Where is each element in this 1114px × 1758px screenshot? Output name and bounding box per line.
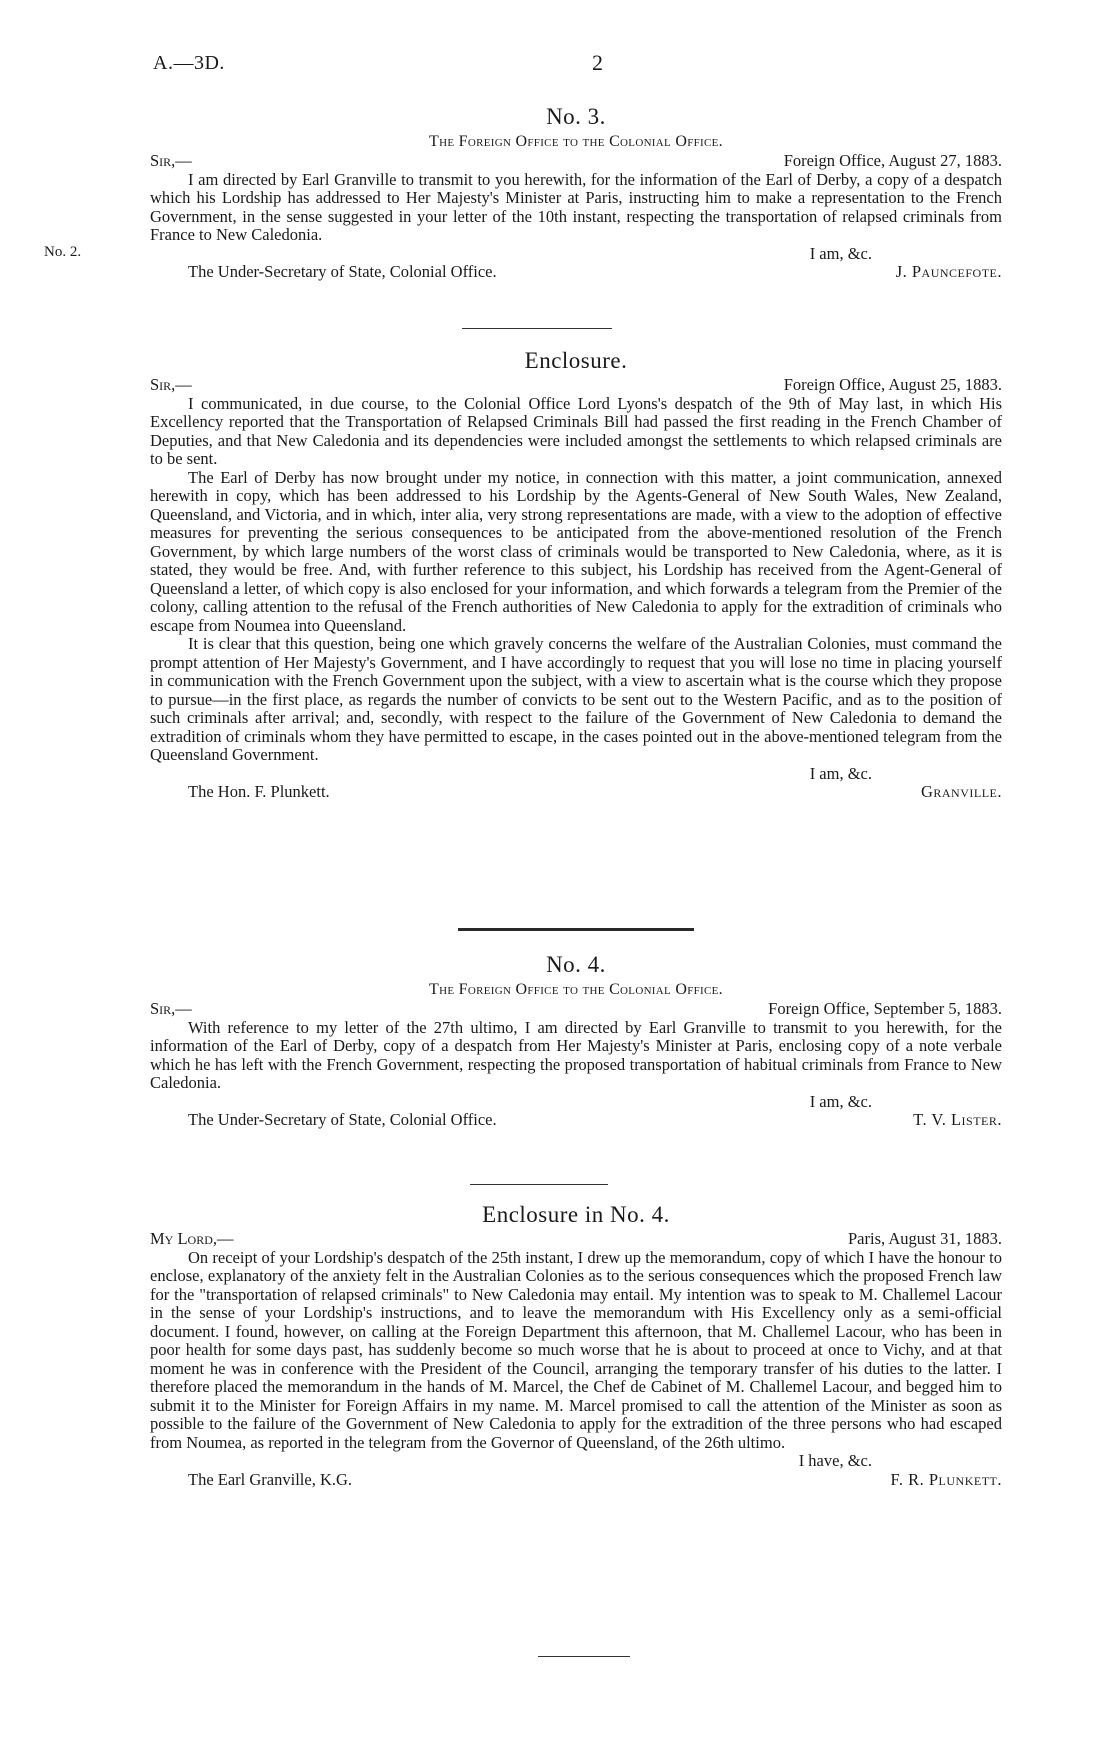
place-date: Foreign Office, September 5, 1883. (768, 999, 1002, 1018)
salutation: Sir,— (150, 375, 192, 394)
closing-row (150, 1452, 1002, 1471)
signature-row (150, 783, 1002, 802)
section-heading: Enclosure in No. 4. (482, 1202, 670, 1227)
closing-row (150, 1093, 1002, 1112)
place-date: Paris, August 31, 1883. (847, 1229, 1002, 1248)
section-subheading: The Foreign Office to the Colonial Office. (429, 981, 723, 998)
signature: Granville. (920, 782, 1002, 801)
letter-paragraph: It is clear that this question, being one which gravely concerns the welfare of the Australian Colonies, must command the prompt attention of Her Majesty's Government, and I have accordingly to request that you will lose no time in placing yourself in communication with the French Government upon the subject, with a view to ascertain what is the course which they propose to pursue—in the first place, as regards the number of convicts to be sent out to the Western Pacific, and as to the position of such criminals after arrival; and, secondly, with respect to the failure of the Government of New Caledonia to demand the extradition of criminals whom they have permitted to escape, in the cases pointed out in the above-mentioned telegram from the Queensland Government. (150, 634, 1002, 764)
letter-paragraph: The Earl of Derby has now brought under my notice, in connection with this matter, a joint communication, annexed herewith in copy, which has been addressed to his Lordship by the Agents-General of New South Wales, New Zealand, Queensland, and Victoria, and in which, inter alia, very strong representations are made, with a view to the adoption of effective measures for preventing the serious consequences to be anticipated from the above-mentioned resolution of the French Government, by which large numbers of the worst class of criminals would be transported to New Caledonia, where, as it is stated, they would be free. And, with further reference to this subject, his Lordship has received from the Agent-General of Queensland a letter, of which copy is also enclosed for your information, and which forwards a telegram from the Premier of the colony, calling attention to the refusal of the French authorities of New Caledonia to apply for the extradition of criminals who escape from Noumea into Queensland. (150, 467, 1002, 635)
addressee: The Under-Secretary of State, Colonial Office. (188, 1110, 497, 1129)
letter-paragraph: I communicated, in due course, to the Colonial Office Lord Lyons's despatch of the 9th of May last, in which His Excellency reported that the Transportation of Relapsed Criminals Bill had passed the first reading in the French Chamber of Deputies, and that New Caledonia and its dependencies were included amongst the settlements to which relapsed criminals are to be sent. (150, 393, 1002, 468)
closing-row (150, 245, 1002, 264)
section-enclosure (150, 346, 1002, 802)
closing: I have, &c. (798, 1451, 872, 1470)
salutation: Sir,— (150, 999, 192, 1018)
salutation-row (150, 152, 1002, 171)
signature-row (150, 1471, 1002, 1490)
section-heading: Enclosure. (524, 348, 628, 373)
signature-row (150, 1111, 1002, 1130)
letter-paragraph: On receipt of your Lordship's despatch of the 25th instant, I drew up the memorandum, copy of which I have the honour to enclose, explanatory of the anxiety felt in the Australian Colonies as to the serious consequences which the proposed French law for the "transportation of relapsed criminals" to New Caledonia may entail. My intention was to speak to M. Challemel Lacour in the sense of your Lordship's instructions, and to leave the memorandum with His Excellency only as a semi-official document. I found, however, on calling at the Foreign Department this afternoon, that M. Challemel Lacour, who has been in poor health for some days past, has suddenly become so much worse that he is about to proceed at once to Vichy, and at that moment he was in conference with the President of the Council, arranging the temporary transfer of his duties to the latter. I therefore placed the memorandum in the hands of M. Marcel, the Chef de Cabinet of M. Challemel Lacour, and begged him to submit it to the Minister for Foreign Affairs in my name. M. Marcel promised to call the attention of the Minister as soon as possible to the failure of the Government of New Caledonia to apply for the extradition of the three persons who had escaped from Noumea, as reported in the telegram from the Governor of Queensland, of the 26th ultimo. (150, 1247, 1002, 1452)
closing: I am, &c. (809, 763, 872, 783)
place-date: Foreign Office, August 25, 1883. (783, 375, 1002, 394)
margin-note: No. 2. (44, 244, 82, 260)
closing: I am, &c. (809, 1091, 872, 1111)
salutation-row (150, 1230, 1002, 1249)
addressee: The Earl Granville, K.G. (188, 1469, 353, 1489)
section-no4 (150, 950, 1002, 1130)
salutation: Sir,— (150, 151, 192, 170)
signature: F. R. Plunkett. (890, 1469, 1002, 1489)
addressee: The Hon. F. Plunkett. (188, 782, 330, 801)
divider (538, 1656, 630, 1657)
closing-row (150, 765, 1002, 784)
closing: I am, &c. (809, 243, 872, 263)
section-no3 (150, 102, 1002, 282)
section-divider (458, 928, 694, 931)
letter-paragraph: With reference to my letter of the 27th ultimo, I am directed by Earl Granville to transmit to you herewith, for the information of the Earl of Derby, copy of a despatch from Her Majesty's Minister at Paris, enclosing copy of a note verbale which he has left with the French Government, respecting the proposed transportation of habitual criminals from France to New Caledonia. (150, 1017, 1002, 1092)
page-number: 2 (592, 50, 603, 75)
salutation-row (150, 376, 1002, 395)
salutation-row (150, 1000, 1002, 1019)
letter-paragraph: I am directed by Earl Granville to transmit to you herewith, for the information of the Earl of Derby, a copy of a despatch which his Lordship has addressed to Her Majesty's Minister at Paris, instructing him to make a representation to the French Government, in the sense suggested in your letter of the 10th instant, respecting the transportation of relapsed criminals from France to New Caledonia. (150, 169, 1002, 244)
divider (470, 1184, 608, 1185)
section-heading: No. 3. (546, 104, 606, 129)
signature: J. Pauncefote. (895, 262, 1002, 281)
header-reference: A.—3D. (153, 52, 225, 74)
salutation: My Lord,— (150, 1229, 234, 1248)
section-subheading: The Foreign Office to the Colonial Office. (429, 133, 723, 150)
signature: T. V. Lister. (913, 1110, 1002, 1129)
addressee: The Under-Secretary of State, Colonial Office. (188, 262, 497, 281)
place-date: Foreign Office, August 27, 1883. (783, 151, 1002, 170)
signature-row (150, 263, 1002, 282)
divider (462, 328, 612, 329)
section-heading: No. 4. (546, 952, 606, 977)
section-enclosure-no4 (150, 1200, 1002, 1489)
